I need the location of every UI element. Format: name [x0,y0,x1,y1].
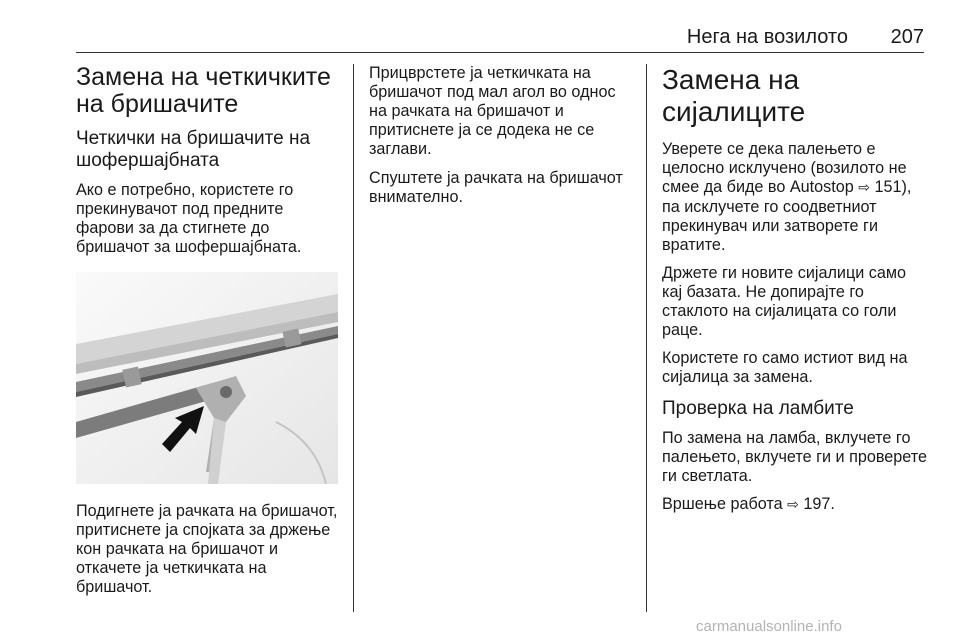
paragraph-service-position: Ако е потребно, користете го прекинувачот под предните фарови за да стигнете до бришачот за шофершајбната. [76,181,302,256]
paragraph-remove-blade: Подигнете ја рачката на бришачот, притиснете ја спојката за држење кон рачката на бришачот и откачете ја четкичката на бришачот. [76,502,338,596]
wiper-illustration [76,272,338,484]
subheading-lamp-check: Проверка на ламбите [662,398,854,419]
paragraph-same-type: Користете го само истиот вид на сијалица за замена. [662,349,908,386]
paragraph-performing-work [662,495,928,515]
page-number: 207 [890,26,924,48]
page-reference-arrow-icon: ⇨ [858,180,870,196]
column-divider-left [353,64,354,612]
paragraph-attach-blade: Прицврстете ја четкичката на бришачот под мал агол во однос на рачката на бришачот и притиснете ја се додека не се заглави. [369,64,616,158]
paragraph-hold-base: Држете ги новите сијалици само кај базата. Не допирајте го стаклото на сијалицата со голи раце. [662,264,907,339]
header-title: Нега на возилото [686,26,848,48]
column-3 [662,64,928,515]
column-1 [76,64,344,597]
column-2 [369,64,631,207]
paragraph-lower-arm: Спуштете ја рачката на бришачот внимателно. [369,169,623,206]
section-heading-bulb-replacement: Замена на сијалиците [662,64,806,127]
watermark-text: carmanualsonline.info [696,618,842,635]
paragraph-ignition-off [662,140,928,255]
wiper-arm-drawing [76,272,338,484]
text-segment: Уверете се дека палењето е целосно исклучено (возилото не смее да биде во Autostop [662,140,907,196]
section-heading-wiper-blades: Замена на четкичките на бришачите [76,63,331,118]
page-reference-197[interactable]: 197 [803,495,831,513]
subheading-windshield-wipers: Четкички на бришачите на шофершајбната [76,128,311,171]
column-divider-right [646,64,647,612]
page-reference-arrow-icon: ⇨ [787,497,799,513]
text-segment: . [830,495,835,513]
text-segment: ), па исклучете го соодветниот прекинувач или затворете ги вратите. [662,178,912,254]
paragraph-check-lights: По замена на ламба, вклучете го палењето, вклучете ги и проверете ги светлата. [662,429,927,485]
page-header [76,26,924,53]
text-segment: Вршење работа [662,495,788,513]
page-reference-151[interactable]: 151 [874,178,902,196]
